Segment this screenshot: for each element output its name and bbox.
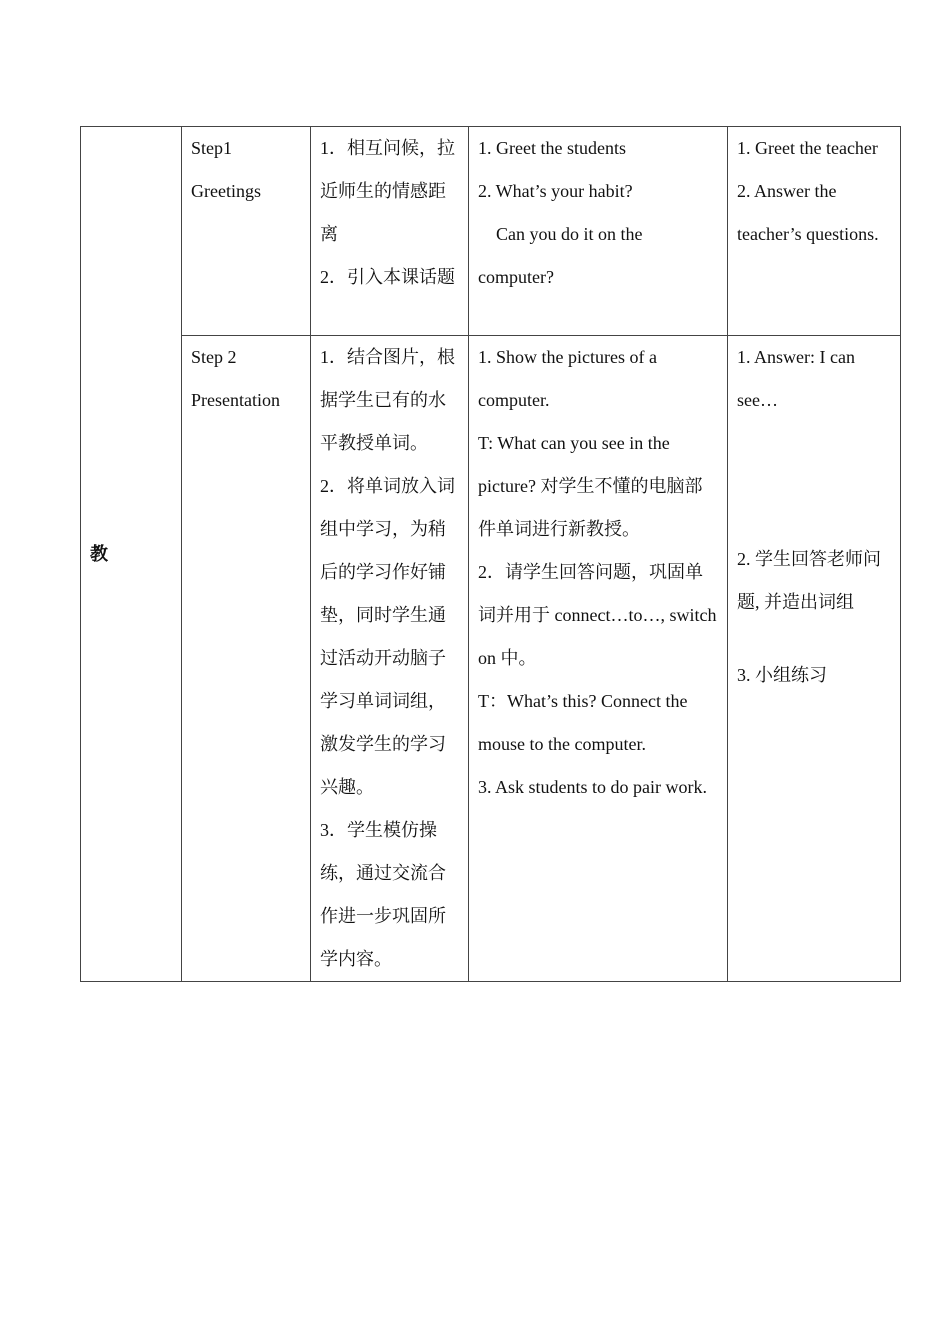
- step-number: Step 2: [191, 347, 237, 367]
- purpose-cell: [311, 127, 469, 336]
- table-row: [81, 127, 901, 336]
- teacher-item: 1. Show the pictures of a computer.: [478, 347, 657, 410]
- lesson-plan-table: [80, 126, 901, 982]
- stage-label: 教: [90, 543, 108, 564]
- step-cell: [182, 127, 311, 336]
- student-item: 2. Answer the teacher’s questions.: [737, 181, 879, 244]
- student-item: 2. 学生回答老师问题, 并造出词组: [737, 549, 881, 612]
- student-activity-cell: [728, 127, 901, 336]
- teacher-item: T：What’s this? Connect the mouse to the computer.: [478, 691, 688, 754]
- purpose-item: 2．将单词放入词组中学习，为稍后的学习作好铺垫，同时学生通过活动开动脑子学习单词词组，激发学生的学习兴趣。: [320, 476, 455, 797]
- teacher-item: 2．请学生回答问题，巩固单词并用于 connect…to…, switch on 中。: [478, 562, 717, 668]
- step-cell: [182, 336, 311, 982]
- stage-cell: [81, 127, 182, 982]
- step-title: Presentation: [191, 390, 280, 410]
- teacher-item: Can you do it on the computer?: [478, 224, 647, 287]
- purpose-item: 3．学生模仿操练，通过交流合作进一步巩固所学内容。: [320, 820, 446, 969]
- teacher-item: 1. Greet the students: [478, 138, 626, 158]
- purpose-cell: [311, 336, 469, 982]
- student-item: 3. 小组练习: [737, 665, 827, 685]
- spacer: [737, 624, 891, 654]
- purpose-item: 1．相互问候，拉近师生的情感距离: [320, 138, 455, 244]
- teacher-activity-cell: [469, 336, 728, 982]
- student-activity-cell: [728, 336, 901, 982]
- step-title: Greetings: [191, 181, 261, 201]
- student-item: 1. Greet the teacher: [737, 138, 878, 158]
- teacher-activity-cell: [469, 127, 728, 336]
- purpose-item: 1．结合图片，根据学生已有的水平教授单词。: [320, 347, 455, 453]
- table-row: [81, 336, 901, 982]
- purpose-item: 2．引入本课话题: [320, 267, 455, 287]
- teacher-item: 2. What’s your habit?: [478, 181, 633, 201]
- spacer: [737, 422, 891, 538]
- teacher-item: 3. Ask students to do pair work.: [478, 777, 707, 797]
- student-item: 1. Answer: I can see…: [737, 347, 855, 410]
- step-number: Step1: [191, 138, 233, 158]
- teacher-item: T: What can you see in the picture? 对学生不懂的电脑部件单词进行新教授。: [478, 433, 703, 539]
